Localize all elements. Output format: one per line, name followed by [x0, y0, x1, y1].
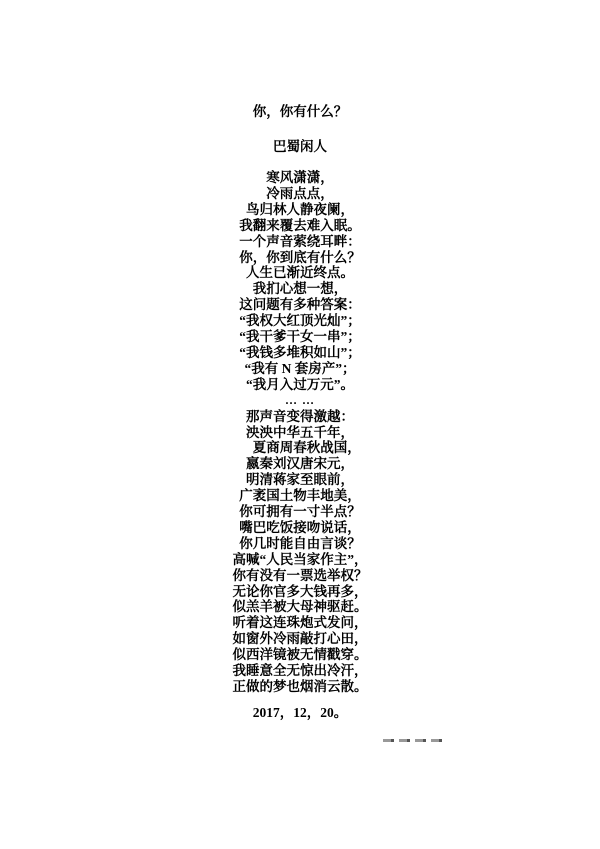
poem-line: 泱泱中华五千年，: [246, 424, 354, 440]
separator-dash: [399, 739, 410, 742]
poem-line: 似西洋镜被无情戳穿。: [232, 647, 368, 663]
poem-author: 巴蜀闲人: [273, 139, 327, 154]
poem-line: 明清蒋家至眼前，: [246, 472, 354, 488]
poem-line: 一个声音萦绕耳畔：: [239, 233, 361, 249]
poem-stanza-1: [0, 170, 600, 409]
poem-line: 嘴巴吃饭接吻说话，: [239, 519, 361, 535]
poem-line: 我翻来覆去难入眠。: [239, 217, 361, 233]
poem-line: 正做的梦也烟消云散。: [232, 679, 368, 694]
poem-line: 如窗外冷雨敲打心田，: [232, 631, 368, 647]
poem-line: 人生已渐近终点。: [246, 265, 354, 281]
poem-line: 你，你到底有什么？: [239, 249, 361, 265]
poem-title: 你，你有什么？: [252, 104, 348, 119]
poem-line: 鸟归林人静夜阑，: [246, 201, 354, 217]
poem-date: 2017，12，20。: [252, 704, 348, 720]
poem-line: 高喊“人民当家作主”，: [232, 551, 368, 567]
poem-line: 你有没有一票选举权？: [232, 567, 368, 583]
poem-line: “我权大红顶光灿”；: [239, 313, 361, 329]
poem-line: 你可拥有一寸半点？: [239, 504, 361, 520]
poem-content: [0, 104, 600, 721]
poem-line: 冷雨点点，: [266, 185, 334, 201]
poem-line: “我月入过万元”。: [246, 376, 354, 392]
separator-dash: [431, 739, 442, 742]
poem-stanza-2: [0, 409, 600, 695]
poem-line: 我睡意全无惊出冷汗，: [232, 663, 368, 679]
poem-line: 夏商周春秋战国，: [239, 440, 361, 456]
poem-line: 广袤国土物丰地美，: [239, 488, 361, 504]
poem-line: “我钱多堆积如山”；: [239, 344, 361, 360]
poem-ellipsis-line: … …: [285, 392, 315, 407]
poem-line: 这问题有多种答案：: [239, 297, 361, 313]
poem-line: 你几时能自由言谈？: [239, 535, 361, 551]
poem-line: 寒风潇潇，: [266, 170, 334, 185]
bottom-dashes: [383, 739, 442, 742]
poem-line: “我有 N 套房产”；: [244, 360, 356, 376]
poem-line: 无论你官多大钱再多，: [232, 583, 368, 599]
poem-line: “我干爹干女一串”；: [239, 329, 361, 345]
poem-line: 似羔羊被大母神驱赶。: [232, 599, 368, 615]
poem-line: 嬴秦刘汉唐宋元，: [246, 456, 354, 472]
poem-line: 我扪心想一想，: [252, 281, 348, 297]
poem-line: 听着这连珠炮式发问，: [232, 615, 368, 631]
poem-line: 那声音变得激越：: [246, 408, 354, 424]
separator-dash: [415, 739, 426, 742]
separator-dash: [383, 739, 394, 742]
